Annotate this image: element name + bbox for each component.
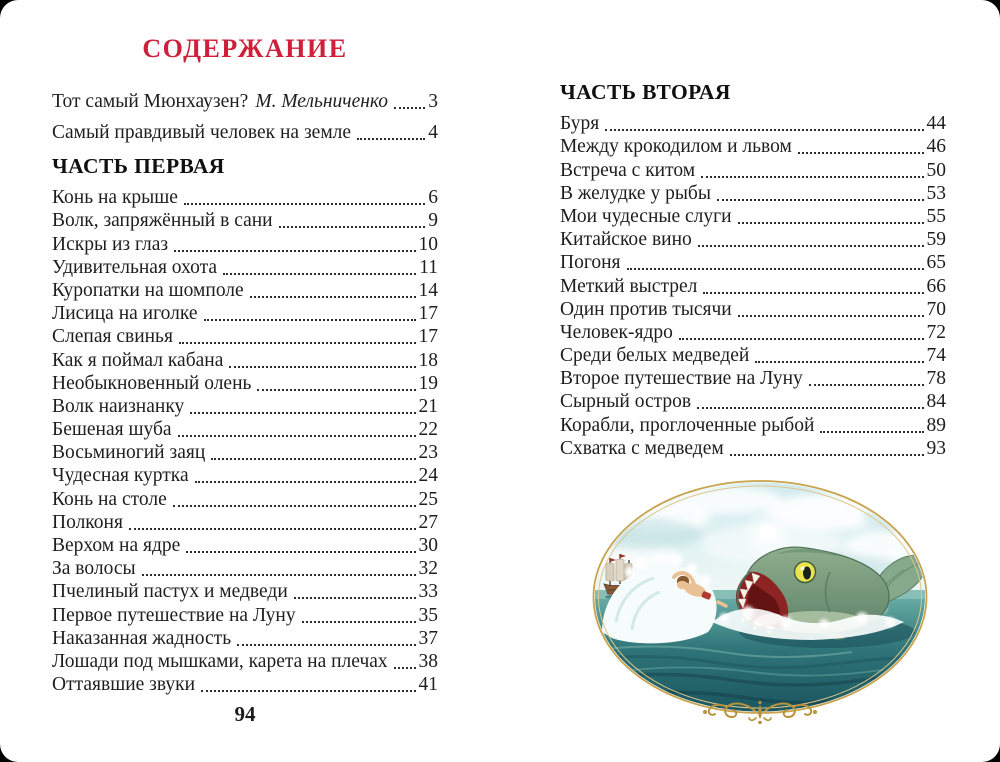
dot-leader xyxy=(190,412,415,414)
dot-leader xyxy=(179,342,416,344)
dot-leader xyxy=(302,621,416,623)
toc-entry xyxy=(52,650,438,673)
dot-leader xyxy=(679,338,924,340)
toc-entry-page: 27 xyxy=(418,511,438,533)
toc-entry xyxy=(52,673,438,696)
toc-entry-title: Буря xyxy=(560,113,600,135)
dot-leader xyxy=(701,176,923,178)
toc-entry-page: 38 xyxy=(418,650,438,672)
dot-leader xyxy=(279,226,426,228)
dot-leader xyxy=(394,667,416,669)
toc-entry xyxy=(52,82,438,113)
part-two-list xyxy=(560,112,946,460)
dot-leader xyxy=(129,528,416,530)
toc-entry-title: Первое путешествие на Луну xyxy=(52,604,296,626)
toc-entry-title: Верхом на ядре xyxy=(52,535,181,556)
folio-page-number: 94 xyxy=(234,702,256,726)
toc-entry-page: 89 xyxy=(926,414,946,436)
toc-entry-page: 9 xyxy=(428,210,438,232)
toc-entry xyxy=(52,302,438,325)
toc-entry-page: 70 xyxy=(926,298,946,320)
toc-entry-title: Искры из глаз xyxy=(52,233,169,255)
toc-entry-page: 3 xyxy=(428,91,438,112)
dot-leader xyxy=(627,268,924,270)
toc-entry-title: Волк, запряжённый в сани xyxy=(52,210,273,232)
toc-entry xyxy=(52,627,438,650)
dot-leader xyxy=(250,296,416,298)
toc-entry-page: 17 xyxy=(418,303,438,325)
toc-entry-title: За волосы xyxy=(52,558,136,580)
toc-entry-title: Меткий выстрел xyxy=(560,275,698,297)
toc-entry-page: 72 xyxy=(926,321,946,343)
toc-entry-title: Встреча с китом xyxy=(560,159,696,181)
toc-entry xyxy=(560,413,946,436)
toc-entry-title: Китайское вино xyxy=(560,229,692,251)
toc-entry xyxy=(560,112,946,135)
toc-entry xyxy=(52,603,438,626)
dot-leader xyxy=(697,407,923,409)
fish-eye xyxy=(795,562,816,583)
dot-leader xyxy=(237,644,415,646)
toc-entry xyxy=(560,135,946,158)
toc-entry-page: 19 xyxy=(418,372,438,394)
left-column xyxy=(52,34,438,696)
dot-leader xyxy=(211,458,415,460)
toc-entry xyxy=(52,487,438,510)
toc-entry-page: 46 xyxy=(926,136,946,158)
dot-leader xyxy=(730,454,924,456)
dot-leader xyxy=(809,384,924,386)
toc-entry-author: М. Мельниченко xyxy=(255,91,389,112)
sea-monster-illustration xyxy=(572,472,948,724)
toc-entry-page: 33 xyxy=(418,581,438,603)
toc-entry xyxy=(52,418,438,441)
toc-entry-page: 6 xyxy=(428,187,438,209)
toc-entry-page: 24 xyxy=(418,465,438,487)
toc-entry-page: 32 xyxy=(418,558,438,580)
dot-leader xyxy=(798,152,924,154)
toc-entry-title: Тот самый Мюнхаузен? xyxy=(52,91,249,112)
toc-entry-title: Необыкновенный олень xyxy=(52,372,252,394)
toc-entry-title: Волк наизнанку xyxy=(52,395,185,417)
toc-entry xyxy=(52,279,438,302)
dot-leader xyxy=(195,481,416,483)
toc-entry-page: 4 xyxy=(428,122,438,143)
dot-leader xyxy=(174,250,415,252)
toc-entry xyxy=(560,158,946,181)
toc-entry-page: 18 xyxy=(418,349,438,371)
toc-entry-title: В желудке у рыбы xyxy=(560,182,711,204)
toc-entry-title: Мои чудесные слуги xyxy=(560,205,732,227)
dot-leader xyxy=(717,199,924,201)
sun xyxy=(759,524,777,542)
toc-entry-page: 37 xyxy=(418,627,438,649)
dot-leader xyxy=(204,319,416,321)
dot-leader xyxy=(394,107,425,109)
toc-entry xyxy=(560,437,946,460)
page-title: СОДЕРЖАНИЕ xyxy=(142,34,348,63)
toc-entry-page: 21 xyxy=(418,395,438,417)
toc-entry xyxy=(560,251,946,274)
dot-leader xyxy=(229,366,415,368)
part-two-heading: ЧАСТЬ ВТОРАЯ xyxy=(560,80,731,104)
toc-entry-page: 10 xyxy=(418,233,438,255)
toc-entry-title: Куропатки на шомполе xyxy=(52,279,244,301)
dot-leader xyxy=(223,273,416,275)
toc-entry-page: 53 xyxy=(926,182,946,204)
toc-entry-title: Бешеная шуба xyxy=(52,419,172,441)
toc-entry-page: 74 xyxy=(926,345,946,367)
toc-entry-page: 11 xyxy=(419,256,438,278)
toc-entry xyxy=(560,205,946,228)
toc-entry-title: Один против тысячи xyxy=(560,298,732,320)
toc-entry xyxy=(560,274,946,297)
toc-entry-title: Самый правдивый человек на земле xyxy=(52,122,352,143)
toc-entry-page: 35 xyxy=(418,604,438,626)
toc-entry-page: 23 xyxy=(418,442,438,464)
toc-entry-title: Как я поймал кабана xyxy=(52,349,224,371)
dot-leader xyxy=(738,222,924,224)
front-matter-list xyxy=(52,82,438,144)
toc-entry-title: Корабли, проглоченные рыбой xyxy=(560,414,815,436)
toc-entry xyxy=(52,511,438,534)
toc-entry-title: Конь на крыше xyxy=(52,187,178,209)
dot-leader xyxy=(294,597,416,599)
toc-entry-title: Схватка с медведем xyxy=(560,437,724,459)
right-column xyxy=(560,80,946,460)
toc-entry xyxy=(52,325,438,348)
toc-entry-page: 93 xyxy=(926,437,946,459)
dot-leader xyxy=(703,292,923,294)
toc-entry-page: 25 xyxy=(418,488,438,510)
toc-entry-title: Полконя xyxy=(52,511,123,533)
dot-leader xyxy=(738,315,924,317)
toc-entry-title: Оттаявшие звуки xyxy=(52,674,196,696)
toc-entry-title: Сырный остров xyxy=(560,391,692,413)
toc-entry xyxy=(52,534,438,557)
toc-entry-page: 14 xyxy=(418,279,438,301)
toc-entry-page: 65 xyxy=(926,252,946,274)
toc-entry-page: 78 xyxy=(926,368,946,390)
dot-leader xyxy=(698,245,924,247)
toc-entry-title: Погоня xyxy=(560,252,621,274)
toc-entry-page: 50 xyxy=(926,159,946,181)
toc-entry-page: 41 xyxy=(418,674,438,696)
toc-entry xyxy=(52,372,438,395)
dot-leader xyxy=(173,505,416,507)
dot-leader xyxy=(820,431,923,433)
toc-entry-page: 84 xyxy=(926,391,946,413)
toc-entry-title: Слепая свинья xyxy=(52,326,173,348)
toc-entry xyxy=(560,390,946,413)
toc-entry xyxy=(560,228,946,251)
toc-entry-title: Между крокодилом и львом xyxy=(560,136,792,158)
part-one-heading: ЧАСТЬ ПЕРВАЯ xyxy=(52,154,225,178)
toc-entry xyxy=(560,182,946,205)
toc-entry-page: 66 xyxy=(926,275,946,297)
toc-entry xyxy=(52,348,438,371)
toc-entry xyxy=(560,344,946,367)
toc-entry xyxy=(560,367,946,390)
toc-entry-title: Удивительная охота xyxy=(52,256,217,278)
toc-entry-title: Восьминогий заяц xyxy=(52,442,206,464)
dot-leader xyxy=(142,574,416,576)
toc-entry xyxy=(52,580,438,603)
toc-entry-title: Пчелиный пастух и медведи xyxy=(52,581,288,603)
toc-entry xyxy=(52,395,438,418)
toc-entry-title: Конь на столе xyxy=(52,488,167,510)
toc-entry-title: Человек-ядро xyxy=(560,321,673,343)
toc-entry-title: Наказанная жадность xyxy=(52,627,232,649)
dot-leader xyxy=(357,138,425,140)
toc-entry-page: 30 xyxy=(418,535,438,556)
dot-leader xyxy=(755,361,923,363)
toc-entry xyxy=(52,557,438,580)
toc-entry xyxy=(560,298,946,321)
dot-leader xyxy=(184,203,425,205)
dot-leader xyxy=(605,129,923,131)
toc-entry xyxy=(52,209,438,232)
toc-entry-page: 59 xyxy=(926,229,946,251)
toc-entry-page: 22 xyxy=(418,419,438,441)
toc-entry-title: Среди белых медведей xyxy=(560,345,750,367)
toc-entry-page: 55 xyxy=(926,205,946,227)
toc-entry xyxy=(52,256,438,279)
dot-leader xyxy=(178,435,416,437)
toc-entry-title: Лошади под мышками, карета на плечах xyxy=(52,650,388,672)
toc-entry-title: Чудесная куртка xyxy=(52,465,189,487)
dot-leader xyxy=(201,690,415,692)
toc-entry xyxy=(52,464,438,487)
dot-leader xyxy=(257,389,415,391)
toc-entry-title: Второе путешествие на Луну xyxy=(560,368,803,390)
toc-entry-title: Лисица на иголке xyxy=(52,303,198,325)
toc-entry xyxy=(52,113,438,144)
dot-leader xyxy=(186,551,415,553)
toc-entry-page: 17 xyxy=(418,326,438,348)
part-one-list xyxy=(52,186,438,696)
toc-entry xyxy=(52,232,438,255)
toc-entry xyxy=(52,186,438,209)
toc-entry xyxy=(52,441,438,464)
toc-entry-page: 44 xyxy=(926,113,946,135)
toc-entry xyxy=(560,321,946,344)
